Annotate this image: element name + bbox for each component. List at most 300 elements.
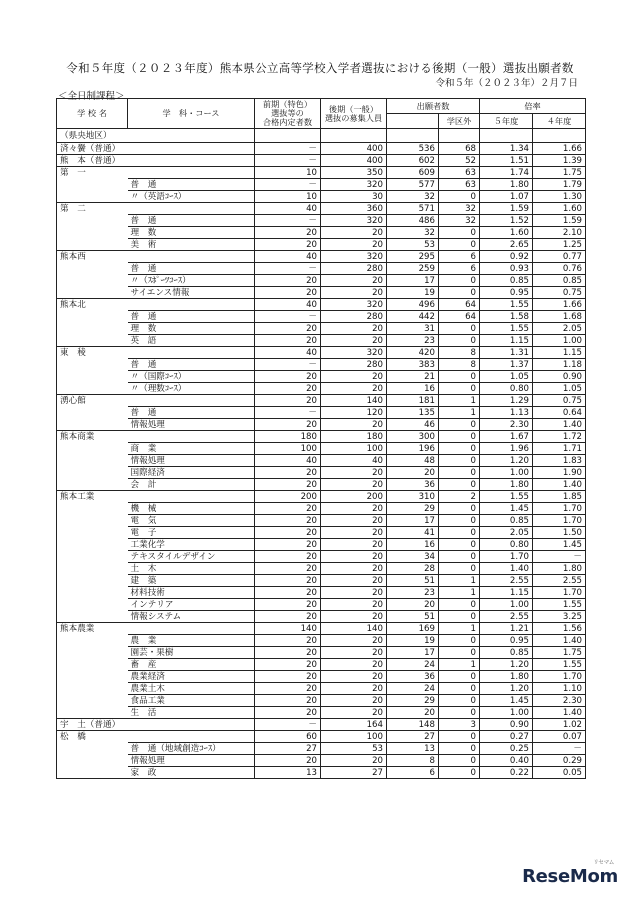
school-name: 宇 土（普通） — [57, 719, 128, 731]
quota-count: 20 — [321, 479, 387, 491]
table-row — [57, 515, 586, 527]
school-name: 湧心館 — [57, 395, 128, 407]
school-name — [57, 683, 128, 695]
quota-count: 320 — [321, 179, 387, 191]
early-count: 20 — [255, 371, 321, 383]
outside-count: 0 — [439, 323, 480, 335]
ratio-r4: 1.71 — [533, 443, 586, 455]
quota-count: 20 — [321, 239, 387, 251]
applicant-count: 310 — [387, 491, 439, 503]
dept-name: 農 業 — [128, 635, 255, 647]
outside-count: 32 — [439, 203, 480, 215]
dept-name: 理 数 — [128, 227, 255, 239]
table-row — [57, 239, 586, 251]
outside-count: 0 — [439, 527, 480, 539]
school-name — [57, 359, 128, 371]
ratio-r5: 0.25 — [480, 743, 533, 755]
table-row — [57, 143, 586, 155]
quota-count: 20 — [321, 539, 387, 551]
ratio-r4: 2.10 — [533, 227, 586, 239]
ratio-r5: 1.05 — [480, 371, 533, 383]
table-row — [57, 683, 586, 695]
quota-count: 20 — [321, 335, 387, 347]
dept-name: 会 計 — [128, 479, 255, 491]
dept-name — [128, 251, 255, 263]
early-count: 140 — [255, 623, 321, 635]
outside-count: 0 — [439, 683, 480, 695]
quota-count: 20 — [321, 383, 387, 395]
dept-name: 情報処理 — [128, 455, 255, 467]
quota-count: 20 — [321, 671, 387, 683]
ratio-r4: 1.05 — [533, 383, 586, 395]
quota-count: 320 — [321, 347, 387, 359]
quota-count: 280 — [321, 263, 387, 275]
dept-name: 普 通（地域創造ｺｰｽ） — [128, 743, 255, 755]
school-name — [57, 527, 128, 539]
early-count: 100 — [255, 443, 321, 455]
applicant-count: 16 — [387, 383, 439, 395]
school-name — [57, 263, 128, 275]
school-name: 熊本工業 — [57, 491, 128, 503]
ratio-r5: 1.80 — [480, 479, 533, 491]
ratio-r4: 1.75 — [533, 647, 586, 659]
ratio-r5: 1.52 — [480, 215, 533, 227]
table-row — [57, 179, 586, 191]
ratio-r5: 0.95 — [480, 287, 533, 299]
ratio-r5: 1.00 — [480, 707, 533, 719]
dept-name: 食品工業 — [128, 695, 255, 707]
early-count: 20 — [255, 683, 321, 695]
school-name — [57, 635, 128, 647]
ratio-r4: 1.75 — [533, 167, 586, 179]
ratio-r5: 1.80 — [480, 671, 533, 683]
early-count: 20 — [255, 227, 321, 239]
applicant-count: 23 — [387, 335, 439, 347]
applicant-count: 19 — [387, 287, 439, 299]
quota-count: 20 — [321, 287, 387, 299]
outside-count: 0 — [439, 647, 480, 659]
ratio-r4: 1.25 — [533, 239, 586, 251]
ratio-r4: 1.02 — [533, 719, 586, 731]
ratio-r5: 2.05 — [480, 527, 533, 539]
dept-name — [128, 155, 255, 167]
ratio-r5: 1.29 — [480, 395, 533, 407]
school-name — [57, 455, 128, 467]
quota-count: 20 — [321, 635, 387, 647]
school-name: 熊本商業 — [57, 431, 128, 443]
header-applicants: 出願者数 — [387, 99, 480, 114]
table-row — [57, 383, 586, 395]
applicant-count: 28 — [387, 563, 439, 575]
ratio-r4: － — [533, 551, 586, 563]
quota-count: 164 — [321, 719, 387, 731]
school-name: 熊本農業 — [57, 623, 128, 635]
school-name: 熊 本（普通） — [57, 155, 128, 167]
ratio-r5: 2.55 — [480, 575, 533, 587]
table-row — [57, 755, 586, 767]
quota-count: 20 — [321, 467, 387, 479]
applicant-count: 8 — [387, 755, 439, 767]
ratio-r4: 1.40 — [533, 635, 586, 647]
ratio-r5: 1.55 — [480, 299, 533, 311]
dept-name: 国際経済 — [128, 467, 255, 479]
outside-count: 0 — [439, 671, 480, 683]
ratio-r4: 0.90 — [533, 371, 586, 383]
applicant-count: 135 — [387, 407, 439, 419]
school-name: 済々黌（普通） — [57, 143, 128, 155]
table-row — [57, 299, 586, 311]
early-count: 20 — [255, 527, 321, 539]
outside-count: 0 — [439, 443, 480, 455]
outside-count: 3 — [439, 719, 480, 731]
ratio-r5: 1.55 — [480, 323, 533, 335]
header-early-line1: 前期（特色） — [262, 99, 313, 109]
applicant-count: 36 — [387, 479, 439, 491]
table-row — [57, 275, 586, 287]
dept-name: 普 通 — [128, 407, 255, 419]
table-row — [57, 323, 586, 335]
applicant-count: 20 — [387, 599, 439, 611]
ratio-r4: 1.00 — [533, 335, 586, 347]
outside-count: 6 — [439, 263, 480, 275]
table-row — [57, 227, 586, 239]
applicant-count: 300 — [387, 431, 439, 443]
ratio-r5: 0.80 — [480, 539, 533, 551]
applicant-count: 13 — [387, 743, 439, 755]
early-count: － — [255, 359, 321, 371]
table-row — [57, 359, 586, 371]
dept-name — [128, 299, 255, 311]
applicant-count: 6 — [387, 767, 439, 779]
ratio-r5: 1.59 — [480, 203, 533, 215]
school-name — [57, 275, 128, 287]
school-name — [57, 599, 128, 611]
dept-name — [128, 167, 255, 179]
ratio-r5: 1.74 — [480, 167, 533, 179]
applicant-count: 24 — [387, 659, 439, 671]
school-name — [57, 671, 128, 683]
ratio-r5: 1.58 — [480, 311, 533, 323]
outside-count: 0 — [439, 695, 480, 707]
table-row — [57, 443, 586, 455]
quota-count: 53 — [321, 743, 387, 755]
quota-count: 320 — [321, 299, 387, 311]
outside-count: 1 — [439, 659, 480, 671]
early-count: 20 — [255, 635, 321, 647]
header-early-line2: 選抜等の — [271, 108, 304, 118]
ratio-r4: 1.70 — [533, 587, 586, 599]
dept-name: 農業経済 — [128, 671, 255, 683]
outside-count: 63 — [439, 167, 480, 179]
outside-count: 68 — [439, 143, 480, 155]
early-count: 10 — [255, 191, 321, 203]
ratio-r5: 2.30 — [480, 419, 533, 431]
ratio-r5: 0.93 — [480, 263, 533, 275]
table-row — [57, 407, 586, 419]
quota-count: 280 — [321, 359, 387, 371]
table-row — [57, 503, 586, 515]
ratio-r5: 1.00 — [480, 467, 533, 479]
dept-name: 畜 産 — [128, 659, 255, 671]
ratio-r4: 0.85 — [533, 275, 586, 287]
ratio-r5: 0.85 — [480, 515, 533, 527]
school-name — [57, 215, 128, 227]
quota-count: 350 — [321, 167, 387, 179]
outside-count: 2 — [439, 491, 480, 503]
quota-count: 30 — [321, 191, 387, 203]
dept-name — [128, 143, 255, 155]
outside-count: 0 — [439, 287, 480, 299]
ratio-r5: 1.70 — [480, 551, 533, 563]
school-name: 第 二 — [57, 203, 128, 215]
ratio-r5: 1.15 — [480, 587, 533, 599]
applicant-count: 442 — [387, 311, 439, 323]
quota-count: 320 — [321, 251, 387, 263]
early-count: 40 — [255, 251, 321, 263]
ratio-r4: 1.15 — [533, 347, 586, 359]
early-count: 20 — [255, 575, 321, 587]
dept-name: 商 業 — [128, 443, 255, 455]
applicant-count: 32 — [387, 191, 439, 203]
dept-name: 家 政 — [128, 767, 255, 779]
early-count: － — [255, 143, 321, 155]
table-row — [57, 527, 586, 539]
early-count: 20 — [255, 563, 321, 575]
outside-count: 0 — [439, 551, 480, 563]
table-row — [57, 191, 586, 203]
header-early-line3: 合格内定者数 — [262, 117, 313, 127]
quota-count: 20 — [321, 611, 387, 623]
early-count: 20 — [255, 419, 321, 431]
applicant-count: 169 — [387, 623, 439, 635]
school-name — [57, 707, 128, 719]
applicant-count: 36 — [387, 671, 439, 683]
early-count: － — [255, 179, 321, 191]
early-count: 200 — [255, 491, 321, 503]
quota-count: 20 — [321, 551, 387, 563]
early-count: 20 — [255, 659, 321, 671]
table-row — [57, 167, 586, 179]
early-count: 20 — [255, 503, 321, 515]
quota-count: 280 — [321, 311, 387, 323]
table-row — [57, 419, 586, 431]
outside-count: 64 — [439, 299, 480, 311]
early-count: 20 — [255, 611, 321, 623]
ratio-r5: 1.34 — [480, 143, 533, 155]
early-count: － — [255, 215, 321, 227]
outside-count: 1 — [439, 395, 480, 407]
applicant-count: 196 — [387, 443, 439, 455]
early-count: 40 — [255, 455, 321, 467]
ratio-r4: 0.76 — [533, 263, 586, 275]
table-row — [57, 587, 586, 599]
school-name — [57, 311, 128, 323]
ratio-r4: 1.39 — [533, 155, 586, 167]
ratio-r5: 0.27 — [480, 731, 533, 743]
outside-count: 1 — [439, 575, 480, 587]
ratio-r5: 0.22 — [480, 767, 533, 779]
ratio-r5: 1.80 — [480, 179, 533, 191]
logo-tm: リセマム — [593, 860, 614, 866]
dept-name: 情報処理 — [128, 755, 255, 767]
dept-name — [128, 719, 255, 731]
resemom-logo — [522, 860, 618, 887]
ratio-r4: 1.40 — [533, 479, 586, 491]
applicants-table — [56, 98, 586, 779]
ratio-r5: 1.15 — [480, 335, 533, 347]
applicant-count: 24 — [387, 683, 439, 695]
ratio-r4: 1.68 — [533, 311, 586, 323]
applicant-count: 295 — [387, 251, 439, 263]
table-row — [57, 707, 586, 719]
quota-count: 20 — [321, 563, 387, 575]
applicant-count: 29 — [387, 503, 439, 515]
quota-count: 120 — [321, 407, 387, 419]
school-name — [57, 647, 128, 659]
school-name — [57, 323, 128, 335]
table-row — [57, 395, 586, 407]
applicant-count: 20 — [387, 707, 439, 719]
table-row — [57, 479, 586, 491]
table-row — [57, 467, 586, 479]
ratio-r5: 0.92 — [480, 251, 533, 263]
ratio-r5: 0.85 — [480, 275, 533, 287]
outside-count: 0 — [439, 371, 480, 383]
early-count: 20 — [255, 287, 321, 299]
school-name — [57, 371, 128, 383]
dept-name: 農業土木 — [128, 683, 255, 695]
dept-name: 生 活 — [128, 707, 255, 719]
school-name — [57, 191, 128, 203]
dept-name — [128, 623, 255, 635]
ratio-r5: 1.00 — [480, 599, 533, 611]
ratio-r5: 0.95 — [480, 635, 533, 647]
outside-count: 0 — [439, 431, 480, 443]
outside-count: 0 — [439, 383, 480, 395]
applicant-count: 536 — [387, 143, 439, 155]
table-row — [57, 767, 586, 779]
quota-count: 20 — [321, 659, 387, 671]
table-row — [57, 611, 586, 623]
school-name — [57, 539, 128, 551]
quota-count: 40 — [321, 455, 387, 467]
table-row — [57, 743, 586, 755]
applicant-count: 16 — [387, 539, 439, 551]
dept-name: 園芸・果樹 — [128, 647, 255, 659]
table-row — [57, 635, 586, 647]
ratio-r4: 1.66 — [533, 143, 586, 155]
dept-name: 普 通 — [128, 263, 255, 275]
header-early — [255, 99, 321, 129]
early-count: 10 — [255, 167, 321, 179]
table-row — [57, 203, 586, 215]
early-count: 20 — [255, 383, 321, 395]
outside-count: 52 — [439, 155, 480, 167]
ratio-r5: 1.21 — [480, 623, 533, 635]
applicant-count: 41 — [387, 527, 439, 539]
outside-count: 0 — [439, 635, 480, 647]
early-count: － — [255, 155, 321, 167]
applicant-count: 27 — [387, 731, 439, 743]
early-count: 20 — [255, 551, 321, 563]
ratio-r4: 0.77 — [533, 251, 586, 263]
ratio-r4: 0.05 — [533, 767, 586, 779]
table-row — [57, 719, 586, 731]
outside-count: 0 — [439, 611, 480, 623]
ratio-r4: － — [533, 743, 586, 755]
ratio-r4: 1.70 — [533, 671, 586, 683]
ratio-r4: 1.70 — [533, 503, 586, 515]
school-name — [57, 743, 128, 755]
outside-count: 0 — [439, 335, 480, 347]
ratio-r4: 1.55 — [533, 599, 586, 611]
quota-count: 20 — [321, 683, 387, 695]
outside-count: 1 — [439, 407, 480, 419]
ratio-r5: 1.20 — [480, 659, 533, 671]
outside-count: 0 — [439, 515, 480, 527]
applicant-count: 17 — [387, 647, 439, 659]
ratio-r4: 1.45 — [533, 539, 586, 551]
region-label: （県央地区） — [57, 129, 128, 143]
ratio-r5: 1.96 — [480, 443, 533, 455]
dept-name: 〃（国際ｺｰｽ） — [128, 371, 255, 383]
outside-count: 0 — [439, 539, 480, 551]
table-row — [57, 491, 586, 503]
early-count: － — [255, 263, 321, 275]
outside-count: 0 — [439, 563, 480, 575]
outside-count: 0 — [439, 503, 480, 515]
applicant-count: 31 — [387, 323, 439, 335]
ratio-r5: 2.65 — [480, 239, 533, 251]
table-row — [57, 599, 586, 611]
ratio-r4: 3.25 — [533, 611, 586, 623]
applicant-count: 34 — [387, 551, 439, 563]
applicant-count: 602 — [387, 155, 439, 167]
applicant-count: 29 — [387, 695, 439, 707]
quota-count: 400 — [321, 155, 387, 167]
dept-name: 電 気 — [128, 515, 255, 527]
header-quota — [321, 99, 387, 129]
ratio-r5: 0.40 — [480, 755, 533, 767]
early-count: 40 — [255, 347, 321, 359]
early-count: 20 — [255, 587, 321, 599]
table-row — [57, 251, 586, 263]
quota-count: 20 — [321, 695, 387, 707]
quota-count: 20 — [321, 371, 387, 383]
quota-count: 20 — [321, 575, 387, 587]
early-count: 20 — [255, 239, 321, 251]
quota-count: 180 — [321, 431, 387, 443]
applicant-count: 486 — [387, 215, 439, 227]
table-row — [57, 695, 586, 707]
quota-count: 20 — [321, 323, 387, 335]
applicant-count: 20 — [387, 467, 439, 479]
ratio-r4: 1.18 — [533, 359, 586, 371]
quota-count: 20 — [321, 515, 387, 527]
applicant-count: 23 — [387, 587, 439, 599]
applicant-count: 51 — [387, 575, 439, 587]
ratio-r4: 1.79 — [533, 179, 586, 191]
table-row — [57, 347, 586, 359]
table-row — [57, 623, 586, 635]
early-count: 180 — [255, 431, 321, 443]
applicant-count: 19 — [387, 635, 439, 647]
quota-count: 20 — [321, 707, 387, 719]
ratio-r4: 1.70 — [533, 515, 586, 527]
document-title: 令和５年度（２０２３年度）熊本県公立高等学校入学者選抜における後期（一般）選抜出願者数 — [66, 61, 574, 75]
school-name — [57, 575, 128, 587]
dept-name: 土 木 — [128, 563, 255, 575]
